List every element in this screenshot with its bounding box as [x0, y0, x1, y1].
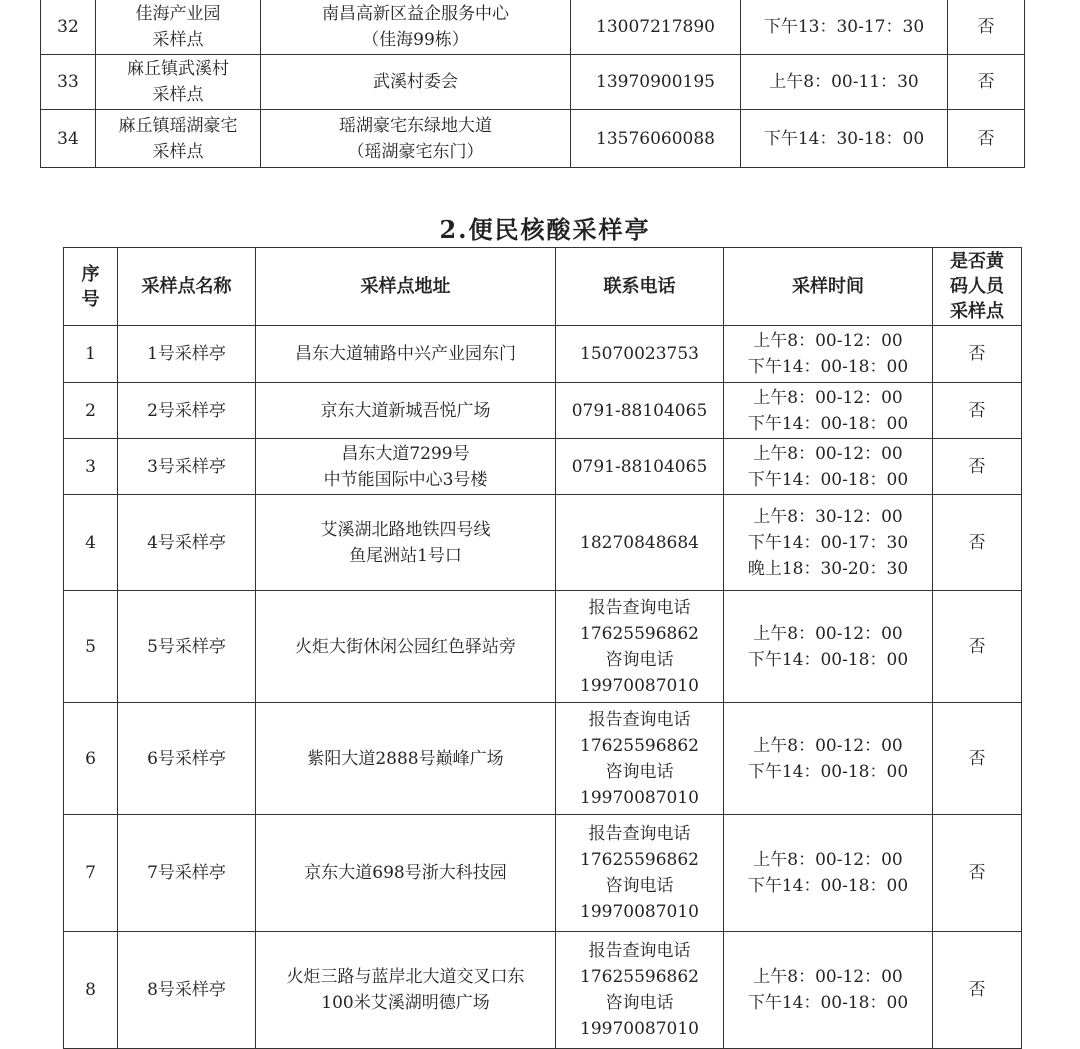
cell-line: 下午13：30-17：30 [763, 16, 925, 37]
cell-name [118, 591, 256, 703]
cell-time [724, 326, 933, 383]
cell-line: 麻丘镇武溪村 [127, 59, 229, 79]
cell-name [118, 439, 256, 495]
cell-line: 下午14：00-18：00 [747, 469, 909, 490]
cell-yellow: 否 [933, 326, 1022, 383]
cell-yellow: 否 [933, 495, 1022, 591]
cell-line: 艾溪湖北路地铁四号线 [320, 519, 491, 540]
cell-line: 武溪村委会 [373, 72, 458, 92]
cell-time [741, 110, 948, 168]
cell-name [96, 110, 261, 168]
cell-line: 3号采样亭 [147, 456, 226, 477]
cell-line: 下午14：00-18：00 [747, 993, 909, 1013]
table-row [41, 110, 1025, 168]
cell-line: 上午8：00-12：00 [753, 967, 903, 987]
cell-line: 咨询电话 [605, 876, 674, 896]
cell-address [261, 110, 571, 168]
cell-line: 南昌高新区益企服务中心 [322, 3, 509, 24]
cell-no: 1 [64, 326, 118, 383]
cell-line: 咨询电话 [605, 761, 674, 782]
cell-time [741, 55, 948, 110]
cell-line: 是否黄 [950, 251, 1004, 272]
cell-no: 8 [64, 932, 118, 1049]
cell-line: 8号采样亭 [147, 980, 226, 1000]
cell-line: 鱼尾洲站1号口 [349, 545, 462, 566]
cell-address [261, 55, 571, 110]
cell-line: 19970087010 [580, 902, 699, 922]
cell-no: 4 [64, 495, 118, 591]
cell-line: 下午14：00-18：00 [747, 876, 909, 896]
cell-line: 19970087010 [580, 1019, 699, 1039]
cell-line: 18270848684 [580, 532, 699, 553]
cell-line: 下午14：30-18：00 [763, 128, 925, 149]
header-address [256, 248, 556, 326]
table-row [64, 815, 1022, 932]
cell-line: 火炬三路与蓝岸北大道交叉口东 [286, 967, 525, 987]
cell-address [261, 0, 571, 55]
cell-no: 2 [64, 383, 118, 439]
cell-phone [571, 110, 741, 168]
cell-yellow: 否 [933, 383, 1022, 439]
cell-phone [571, 55, 741, 110]
cell-time [724, 495, 933, 591]
cell-line: 报告查询电话 [588, 597, 691, 618]
cell-line: 下午14：00-18：00 [747, 413, 909, 434]
header-time [724, 248, 933, 326]
cell-name [118, 815, 256, 932]
cell-line: 号 [81, 288, 100, 310]
cell-phone [556, 703, 724, 815]
table-row [64, 932, 1022, 1049]
table-row [64, 326, 1022, 383]
header-name [118, 248, 256, 326]
cell-name [118, 703, 256, 815]
cell-line: 下午14：00-17：30 [747, 532, 909, 553]
cell-line: 报告查询电话 [588, 709, 691, 730]
cell-line: （佳海99栋） [362, 29, 469, 50]
cell-address [256, 703, 556, 815]
cell-line: 15070023753 [580, 344, 699, 364]
cell-line: 4号采样亭 [147, 532, 226, 553]
cell-line: 13970900195 [596, 72, 715, 92]
cell-name [118, 495, 256, 591]
cell-line: 下午14：00-18：00 [747, 761, 909, 782]
cell-line: 晚上18：30-20：30 [747, 558, 909, 579]
cell-line: 13007217890 [596, 16, 715, 37]
cell-line: 采样点 [152, 85, 204, 105]
cell-yellow: 否 [933, 591, 1022, 703]
table-row [64, 591, 1022, 703]
cell-no: 3 [64, 439, 118, 495]
cell-time [724, 703, 933, 815]
cell-time [724, 439, 933, 495]
cell-phone [556, 326, 724, 383]
cell-yellow: 否 [933, 815, 1022, 932]
cell-yellow: 否 [933, 703, 1022, 815]
cell-no: 5 [64, 591, 118, 703]
cell-phone [556, 932, 724, 1049]
cell-yellow: 否 [948, 55, 1025, 110]
cell-line: 报告查询电话 [588, 824, 691, 844]
cell-name [118, 326, 256, 383]
cell-line: 6号采样亭 [147, 748, 226, 769]
cell-yellow: 否 [948, 0, 1025, 55]
cell-address [256, 326, 556, 383]
cell-line: 中节能国际中心3号楼 [323, 469, 488, 490]
cell-name [96, 0, 261, 55]
cell-address [256, 932, 556, 1049]
table2-header [64, 248, 1022, 326]
sampling-kiosks-table [63, 247, 1022, 1049]
cell-time [724, 815, 933, 932]
cell-line: 17625596862 [580, 850, 699, 870]
cell-line: 上午8：00-12：00 [753, 331, 903, 351]
cell-line: 咨询电话 [605, 993, 674, 1013]
cell-line: 上午8：00-11：30 [769, 72, 919, 92]
cell-no: 6 [64, 703, 118, 815]
cell-line: 采样点 [950, 301, 1004, 322]
cell-address [256, 591, 556, 703]
cell-line: 瑶湖豪宅东绿地大道 [339, 115, 492, 136]
cell-no: 7 [64, 815, 118, 932]
cell-line: 采样点地址 [360, 276, 451, 297]
table2-body [64, 326, 1022, 1049]
cell-line: 京东大道698号浙大科技园 [304, 863, 507, 883]
cell-line: 1号采样亭 [147, 344, 226, 364]
table-row [64, 495, 1022, 591]
table-row [64, 383, 1022, 439]
cell-line: 采样点 [152, 29, 204, 50]
cell-time [724, 932, 933, 1049]
cell-line: 序 [81, 263, 100, 285]
cell-line: 19970087010 [580, 675, 699, 696]
cell-phone [556, 815, 724, 932]
cell-line: 上午8：30-12：00 [753, 506, 903, 527]
cell-line: 17625596862 [580, 623, 699, 644]
cell-line: 0791-88104065 [571, 456, 708, 477]
cell-time [724, 383, 933, 439]
cell-yellow: 否 [933, 932, 1022, 1049]
cell-address [256, 383, 556, 439]
cell-phone [571, 0, 741, 55]
table-row [64, 703, 1022, 815]
cell-yellow: 否 [933, 439, 1022, 495]
cell-line: 19970087010 [580, 787, 699, 808]
cell-line: 昌东大道7299号 [341, 443, 470, 464]
cell-yellow: 否 [948, 110, 1025, 168]
cell-line: 采样时间 [792, 276, 864, 297]
cell-phone [556, 383, 724, 439]
header-yellow [933, 248, 1022, 326]
cell-no: 32 [41, 0, 96, 55]
sampling-sites-table-continued [40, 0, 1025, 168]
cell-phone [556, 439, 724, 495]
cell-address [256, 815, 556, 932]
cell-line: 17625596862 [580, 967, 699, 987]
header-no [64, 248, 118, 326]
cell-line: 上午8：00-12：00 [753, 735, 903, 756]
cell-line: 咨询电话 [605, 649, 674, 670]
cell-line: 联系电话 [603, 276, 676, 297]
cell-line: 紫阳大道2888号巅峰广场 [307, 748, 504, 769]
cell-line: 下午14：00-18：00 [747, 357, 909, 377]
cell-line: 上午8：00-12：00 [753, 623, 903, 644]
cell-address [256, 439, 556, 495]
table-row [41, 0, 1025, 55]
cell-line: 上午8：00-12：00 [753, 387, 903, 408]
table-row [64, 439, 1022, 495]
header-phone [556, 248, 724, 326]
cell-line: （瑶湖豪宅东门） [347, 141, 484, 162]
cell-line: 码人员 [950, 276, 1004, 297]
cell-line: 上午8：00-12：00 [753, 443, 903, 464]
cell-name [96, 55, 261, 110]
cell-time [724, 591, 933, 703]
cell-line: 7号采样亭 [147, 863, 226, 883]
cell-no: 33 [41, 55, 96, 110]
cell-line: 2号采样亭 [147, 400, 226, 421]
cell-line: 5号采样亭 [147, 636, 226, 657]
cell-line: 0791-88104065 [571, 400, 708, 421]
cell-no: 34 [41, 110, 96, 168]
cell-line: 100米艾溪湖明德广场 [321, 993, 490, 1013]
header-row [64, 248, 1022, 326]
cell-line: 上午8：00-12：00 [753, 850, 903, 870]
cell-line: 佳海产业园 [135, 3, 221, 24]
cell-line: 下午14：00-18：00 [747, 649, 909, 670]
cell-time [741, 0, 948, 55]
table1-body [41, 0, 1025, 168]
cell-name [118, 932, 256, 1049]
section-title: 2.便民核酸采样亭 [439, 215, 651, 244]
cell-line: 麻丘镇瑶湖豪宅 [118, 115, 238, 136]
cell-line: 13576060088 [596, 128, 715, 149]
cell-line: 昌东大道辅路中兴产业园东门 [295, 344, 516, 364]
table-row [41, 55, 1025, 110]
cell-line: 采样点名称 [141, 276, 232, 297]
cell-line: 报告查询电话 [588, 941, 691, 961]
cell-address [256, 495, 556, 591]
cell-phone [556, 591, 724, 703]
cell-phone [556, 495, 724, 591]
cell-line: 17625596862 [580, 735, 699, 756]
cell-name [118, 383, 256, 439]
cell-line: 火炬大街休闲公园红色驿站旁 [295, 636, 516, 657]
cell-line: 京东大道新城吾悦广场 [320, 400, 491, 421]
cell-line: 采样点 [152, 141, 204, 162]
